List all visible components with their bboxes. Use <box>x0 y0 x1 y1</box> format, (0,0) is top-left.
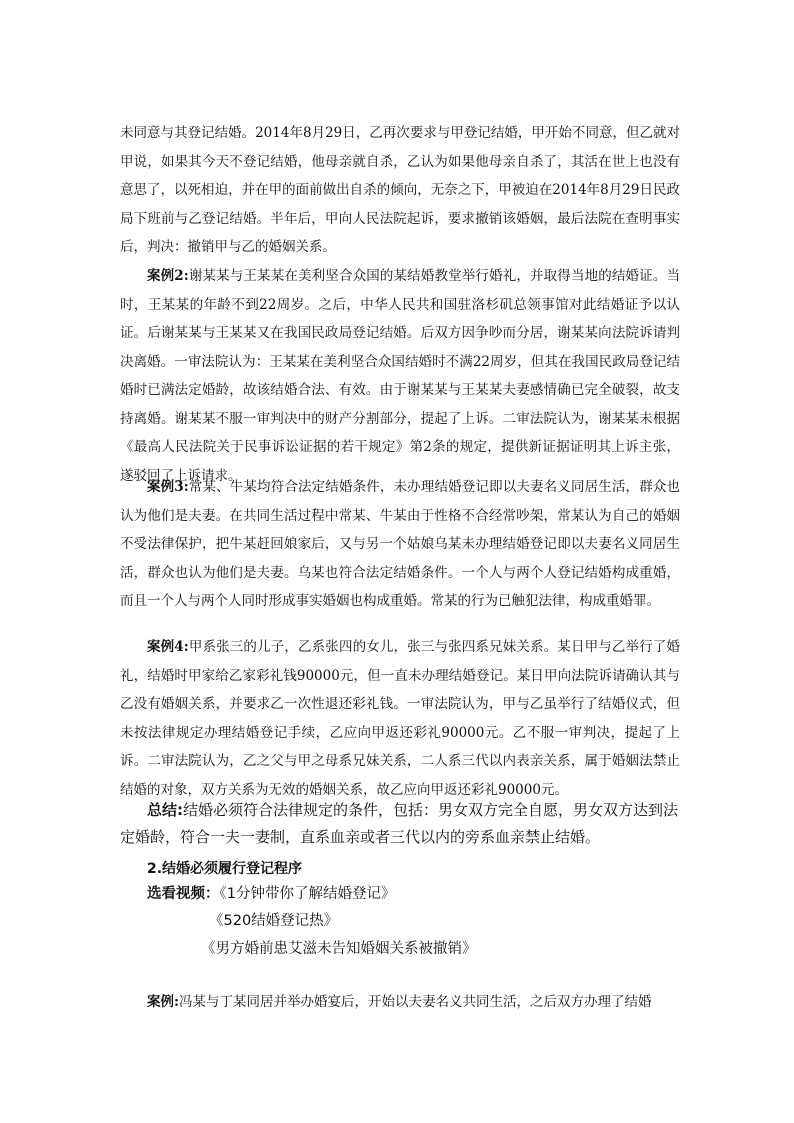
summary-label: 总结: <box>147 801 183 819</box>
video-item-1[interactable]: 《1分钟带你了解结婚登记》 <box>219 886 396 902</box>
case-4-label: 案例4: <box>147 639 189 655</box>
summary-text: 结婚必须符合法律规定的条件，包括：男女双方完全自愿，男女双方达到法定婚龄，符合一夫一妻制，直系血亲或者三代以内的旁系血亲禁止结婚。 <box>120 801 679 846</box>
case-2-label: 案例2: <box>147 268 189 284</box>
section-heading: 2.结婚必须履行登记程序 <box>147 861 303 877</box>
case-3-label: 案例3: <box>147 479 189 495</box>
last-case-text: 冯某与丁某同居并举办婚宴后，开始以夫妻名义共同生活，之后双方办理了结婚 <box>178 994 652 1010</box>
video-list-line-1 <box>147 883 395 905</box>
video-item-3[interactable]: 《男方婚前患艾滋未告知婚姻关系被撤销》 <box>201 941 477 957</box>
case-3-text: 常某、牛某均符合法定结婚条件，未办理结婚登记即以夫妻名义同居生活，群众也认为他们是夫妻。在共同生活过程中常某、牛某由于性格不合经常吵架，常某认为自己的婚姻不受法律保护，把牛某赶回娘家后，又与另一个姑娘乌某未办理结婚登记即以夫妻名义同居生活，群众也认为他们是夫妻。乌某也符合法定结婚条件。一个人与两个人登记结婚构成重婚，而且一个人与两个人同时形成事实婚姻也构成重婚。常某的行为已触犯法律，构成重婚罪。 <box>120 479 680 609</box>
case-2-paragraph <box>120 262 680 490</box>
case-3-paragraph <box>120 473 680 616</box>
case-4-paragraph <box>120 633 680 804</box>
last-case-label: 案例: <box>147 994 179 1010</box>
video-item-2[interactable]: 《520结婚登记热》 <box>209 913 339 929</box>
case-2-text: 谢某某与王某某在美利坚合众国的某结婚教堂举行婚礼，并取得当地的结婚证。当时，王某某的年龄不到22周岁。之后，中华人民共和国驻洛杉矶总领事馆对此结婚证予以认证。后谢某某与王某某又在我国民政局登记结婚。后双方因争吵而分居，谢某某向法院诉请判决离婚。一审法院认为：王某某在美利坚合众国结婚时不满22周岁，但其在我国民政局登记结婚时已满法定婚龄，故该结婚合法、有效。由于谢某某与王某某夫妻感情确已完全破裂，故支持离婚。谢某某不服一审判决中的财产分割部分，提起了上诉。二审法院认为，谢某某未根据《最高人民法院关于民事诉讼证据的若干规定》第2条的规定，提供新证据证明其上诉主张，遂驳回了上诉请求。 <box>120 268 680 484</box>
video-list-label: 选看视频： <box>147 886 220 902</box>
summary-paragraph <box>120 797 680 851</box>
case-4-text: 甲系张三的儿子，乙系张四的女儿，张三与张四系兄妹关系。某日甲与乙举行了婚礼，结婚时甲家给乙家彩礼钱90000元，但一直未办理结婚登记。某日甲向法院诉请确认其与乙没有婚姻关系，并要求乙一次性退还彩礼钱。一审法院认为，甲与乙虽举行了结婚仪式，但未按法律规定办理结婚登记手续，乙应向甲返还彩礼90000元。乙不服一审判决，提起了上诉。二审法院认为，乙之父与甲之母系兄妹关系，二人系三代以内表亲关系，属于婚姻法禁止结婚的对象，双方关系为无效的婚姻关系，故乙应向甲返还彩礼90000元。 <box>120 639 680 798</box>
last-case-paragraph <box>120 988 680 1017</box>
intro-paragraph: 未同意与其登记结婚。2014年8月29日，乙再次要求与甲登记结婚，甲开始不同意，但乙就对甲说，如果其今天不登记结婚，他母亲就自杀，乙认为如果他母亲自杀了，其活在世上也没有意思了，以死相迫，并在甲的面前做出自杀的倾向，无奈之下，甲被迫在2014年8月29日民政局下班前与乙登记结婚。半年后，甲向人民法院起诉，要求撤销该婚姻，最后法院在查明事实后，判决：撤销甲与乙的婚姻关系。 <box>120 125 680 255</box>
